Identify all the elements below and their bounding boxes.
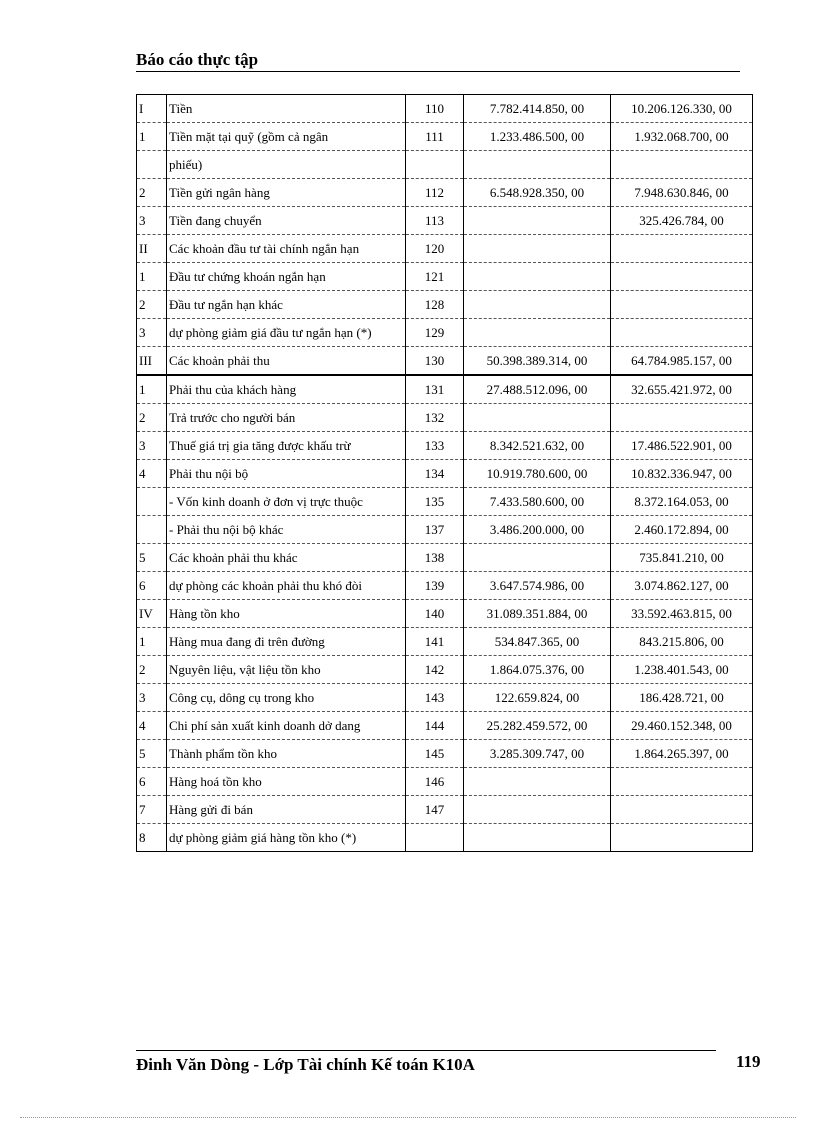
row-label: dự phòng giảm giá đầu tư ngắn hạn (*) [167, 319, 406, 347]
row-label: Tiền mặt tại quỹ (gồm cả ngân [167, 123, 406, 151]
table-row [137, 684, 753, 712]
row-value-end: 8.372.164.053, 00 [611, 488, 753, 516]
row-label: Hàng gửi đi bán [167, 796, 406, 824]
row-index: 3 [137, 207, 167, 235]
row-value-begin: 50.398.389.314, 00 [464, 347, 611, 376]
row-code: 145 [406, 740, 464, 768]
row-value-end: 325.426.784, 00 [611, 207, 753, 235]
row-value-begin [464, 768, 611, 796]
table-row [137, 740, 753, 768]
row-index: 4 [137, 460, 167, 488]
row-index [137, 516, 167, 544]
table-row [137, 375, 753, 404]
row-value-begin [464, 796, 611, 824]
row-code: 111 [406, 123, 464, 151]
row-value-end: 64.784.985.157, 00 [611, 347, 753, 376]
row-label: Đầu tư ngắn hạn khác [167, 291, 406, 319]
row-value-end [611, 319, 753, 347]
row-index: III [137, 347, 167, 376]
row-index: 5 [137, 740, 167, 768]
table-row [137, 516, 753, 544]
row-index: 2 [137, 404, 167, 432]
row-value-begin: 10.919.780.600, 00 [464, 460, 611, 488]
row-label: dự phòng các khoản phải thu khó đòi [167, 572, 406, 600]
row-label: Hàng mua đang đi trên đường [167, 628, 406, 656]
row-label: Đầu tư chứng khoán ngắn hạn [167, 263, 406, 291]
row-label: Các khoản phải thu [167, 347, 406, 376]
row-index: 1 [137, 375, 167, 404]
row-index: IV [137, 600, 167, 628]
row-value-end: 3.074.862.127, 00 [611, 572, 753, 600]
row-code: 141 [406, 628, 464, 656]
bottom-dotted-line [20, 1117, 796, 1118]
row-value-begin: 3.647.574.986, 00 [464, 572, 611, 600]
table-row [137, 460, 753, 488]
row-code: 131 [406, 375, 464, 404]
row-index: 5 [137, 544, 167, 572]
row-code [406, 151, 464, 179]
row-value-end: 186.428.721, 00 [611, 684, 753, 712]
row-value-begin: 27.488.512.096, 00 [464, 375, 611, 404]
row-label: Tiền đang chuyển [167, 207, 406, 235]
row-value-begin: 7.782.414.850, 00 [464, 95, 611, 123]
row-value-begin [464, 291, 611, 319]
table-row [137, 544, 753, 572]
table-row [137, 151, 753, 179]
row-code: 138 [406, 544, 464, 572]
row-value-end [611, 796, 753, 824]
row-value-begin [464, 404, 611, 432]
row-value-end: 7.948.630.846, 00 [611, 179, 753, 207]
row-index: 3 [137, 684, 167, 712]
row-value-end [611, 404, 753, 432]
row-code: 146 [406, 768, 464, 796]
row-value-end [611, 235, 753, 263]
page-number: 119 [736, 1052, 761, 1071]
row-code: 147 [406, 796, 464, 824]
row-value-begin [464, 319, 611, 347]
row-label: Chi phí sản xuất kinh doanh dở dang [167, 712, 406, 740]
row-index: 8 [137, 824, 167, 852]
row-code: 113 [406, 207, 464, 235]
row-code: 110 [406, 95, 464, 123]
row-value-end: 33.592.463.815, 00 [611, 600, 753, 628]
table-row [137, 628, 753, 656]
table-row [137, 796, 753, 824]
row-index: 6 [137, 768, 167, 796]
row-value-begin [464, 263, 611, 291]
row-code: 132 [406, 404, 464, 432]
table-row [137, 656, 753, 684]
row-label: Nguyên liệu, vật liệu tồn kho [167, 656, 406, 684]
row-value-end: 1.864.265.397, 00 [611, 740, 753, 768]
header-divider [136, 71, 740, 72]
footer-divider [136, 1050, 716, 1051]
row-index: 4 [137, 712, 167, 740]
row-value-end: 735.841.210, 00 [611, 544, 753, 572]
row-value-begin: 534.847.365, 00 [464, 628, 611, 656]
row-code: 142 [406, 656, 464, 684]
table-row [137, 207, 753, 235]
row-value-begin [464, 824, 611, 852]
row-value-end [611, 291, 753, 319]
balance-sheet-table [136, 94, 753, 852]
row-value-begin: 1.864.075.376, 00 [464, 656, 611, 684]
row-index: 6 [137, 572, 167, 600]
row-index: 3 [137, 319, 167, 347]
row-label: Thành phẩm tồn kho [167, 740, 406, 768]
row-label: Các khoản đầu tư tài chính ngắn hạn [167, 235, 406, 263]
row-label: Các khoản phải thu khác [167, 544, 406, 572]
row-index: 3 [137, 432, 167, 460]
row-value-begin: 8.342.521.632, 00 [464, 432, 611, 460]
table-row [137, 432, 753, 460]
row-value-end: 1.932.068.700, 00 [611, 123, 753, 151]
row-value-begin [464, 151, 611, 179]
table-row [137, 123, 753, 151]
row-code: 120 [406, 235, 464, 263]
table-row [137, 768, 753, 796]
row-code: 140 [406, 600, 464, 628]
table-row [137, 600, 753, 628]
row-code [406, 824, 464, 852]
row-value-begin [464, 544, 611, 572]
row-index: 2 [137, 179, 167, 207]
row-value-begin [464, 235, 611, 263]
table-row [137, 291, 753, 319]
row-code: 133 [406, 432, 464, 460]
table-row [137, 824, 753, 852]
row-value-begin: 122.659.824, 00 [464, 684, 611, 712]
row-value-end: 32.655.421.972, 00 [611, 375, 753, 404]
table-row [137, 712, 753, 740]
table-row [137, 179, 753, 207]
row-value-begin: 7.433.580.600, 00 [464, 488, 611, 516]
table-row [137, 404, 753, 432]
row-code: 137 [406, 516, 464, 544]
row-label: Trả trước cho người bán [167, 404, 406, 432]
table-row [137, 319, 753, 347]
row-label: Hàng hoá tồn kho [167, 768, 406, 796]
row-code: 139 [406, 572, 464, 600]
table-row [137, 488, 753, 516]
row-value-begin: 31.089.351.884, 00 [464, 600, 611, 628]
row-index: 7 [137, 796, 167, 824]
row-value-begin: 1.233.486.500, 00 [464, 123, 611, 151]
row-index: II [137, 235, 167, 263]
row-value-begin: 6.548.928.350, 00 [464, 179, 611, 207]
row-code: 128 [406, 291, 464, 319]
row-label: Thuế giá trị gia tăng được khấu trừ [167, 432, 406, 460]
row-label: - Phải thu nội bộ khác [167, 516, 406, 544]
row-code: 143 [406, 684, 464, 712]
row-code: 121 [406, 263, 464, 291]
row-value-begin [464, 207, 611, 235]
row-value-end [611, 151, 753, 179]
row-index: I [137, 95, 167, 123]
row-label: Công cụ, dông cụ trong kho [167, 684, 406, 712]
row-index [137, 488, 167, 516]
row-value-end: 1.238.401.543, 00 [611, 656, 753, 684]
row-value-begin: 3.285.309.747, 00 [464, 740, 611, 768]
table-row [137, 572, 753, 600]
row-label: Phải thu của khách hàng [167, 375, 406, 404]
row-code: 144 [406, 712, 464, 740]
row-index: 1 [137, 628, 167, 656]
table-body [137, 95, 753, 852]
row-value-end: 10.206.126.330, 00 [611, 95, 753, 123]
row-index: 2 [137, 291, 167, 319]
row-label: dự phòng giảm giá hàng tồn kho (*) [167, 824, 406, 852]
row-code: 134 [406, 460, 464, 488]
row-value-end: 10.832.336.947, 00 [611, 460, 753, 488]
row-index [137, 151, 167, 179]
footer-author: Đinh Văn Dòng - Lớp Tài chính Kế toán K10A [136, 1055, 475, 1074]
row-label: phiếu) [167, 151, 406, 179]
row-index: 1 [137, 263, 167, 291]
row-label: Phải thu nội bộ [167, 460, 406, 488]
row-value-end [611, 824, 753, 852]
row-value-end: 17.486.522.901, 00 [611, 432, 753, 460]
row-value-begin: 3.486.200.000, 00 [464, 516, 611, 544]
row-value-end: 843.215.806, 00 [611, 628, 753, 656]
row-code: 135 [406, 488, 464, 516]
row-value-end [611, 263, 753, 291]
row-value-end: 29.460.152.348, 00 [611, 712, 753, 740]
row-index: 1 [137, 123, 167, 151]
table-row [137, 347, 753, 376]
row-code: 130 [406, 347, 464, 376]
table-row [137, 235, 753, 263]
row-value-begin: 25.282.459.572, 00 [464, 712, 611, 740]
row-label: - Vốn kinh doanh ở đơn vị trực thuộc [167, 488, 406, 516]
row-label: Tiền [167, 95, 406, 123]
row-code: 112 [406, 179, 464, 207]
table-row [137, 95, 753, 123]
row-code: 129 [406, 319, 464, 347]
row-value-end [611, 768, 753, 796]
row-label: Hàng tồn kho [167, 600, 406, 628]
page-header-title: Báo cáo thực tập [136, 50, 259, 69]
row-index: 2 [137, 656, 167, 684]
row-value-end: 2.460.172.894, 00 [611, 516, 753, 544]
row-label: Tiền gửi ngân hàng [167, 179, 406, 207]
table-row [137, 263, 753, 291]
